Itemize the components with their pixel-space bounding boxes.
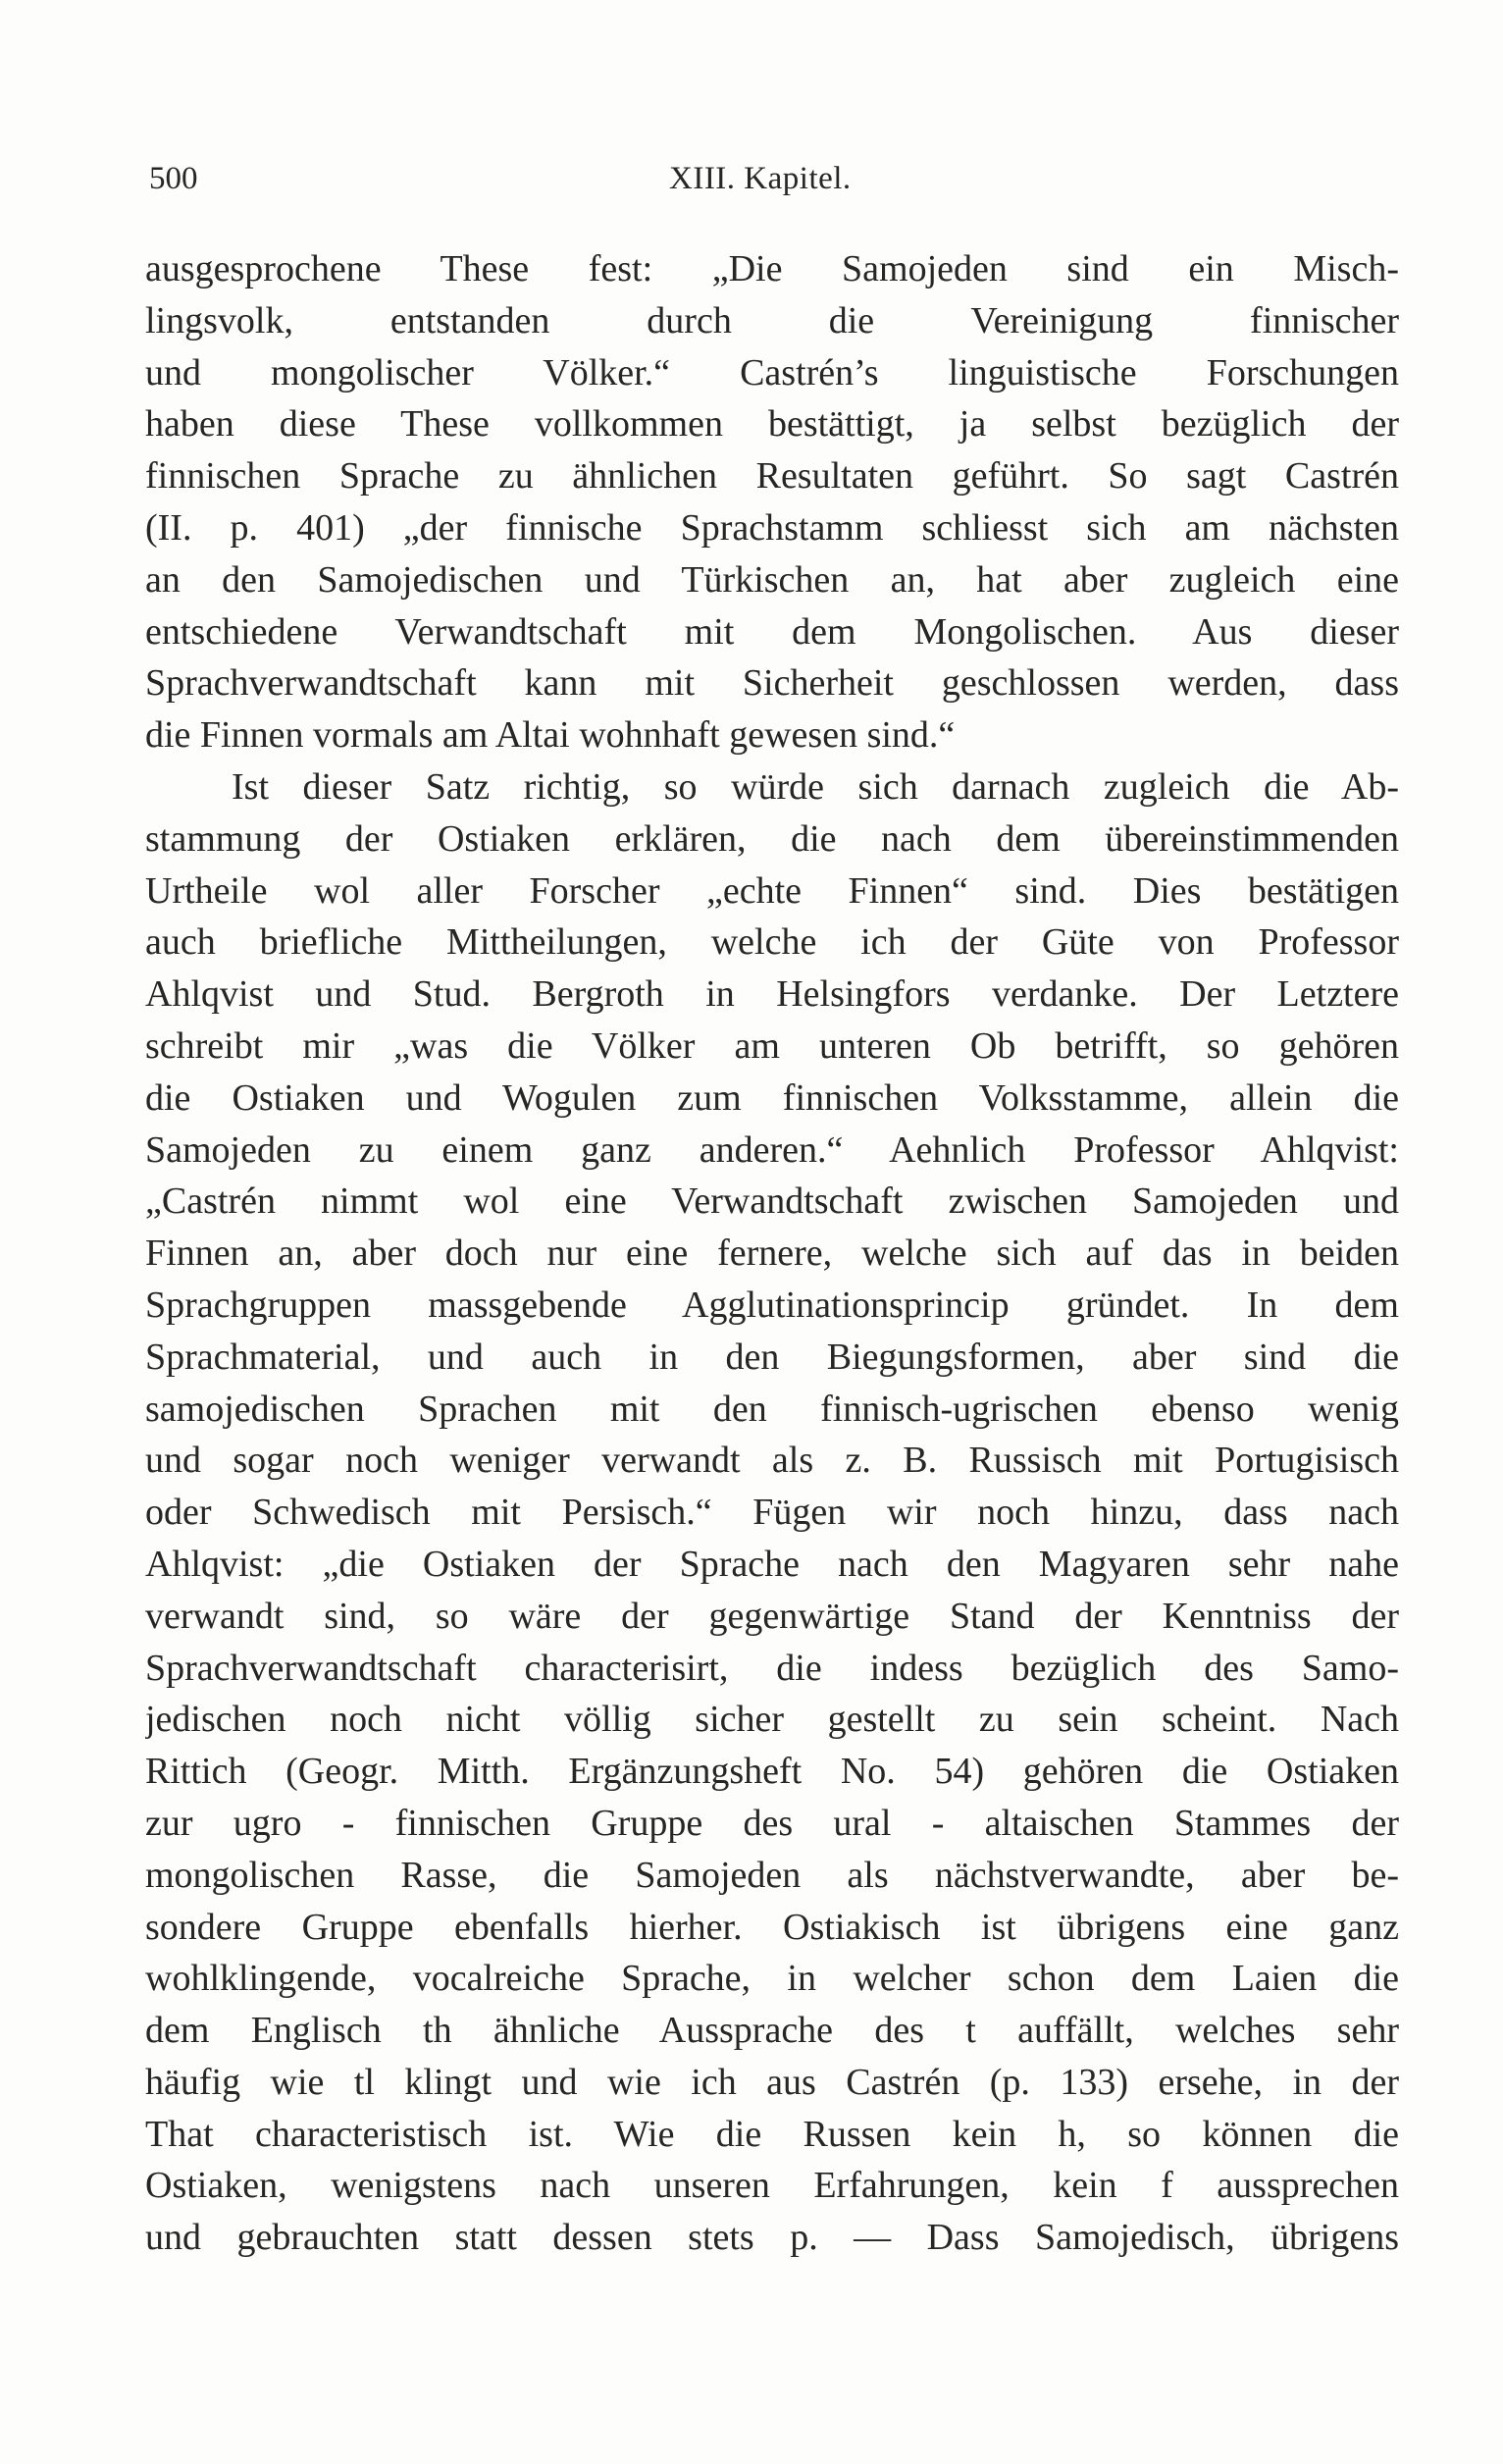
text-line: jedischen noch nicht völlig sicher gestellt zu sein scheint. Nach bbox=[145, 1699, 1399, 1741]
text-line: Sprachgruppen massgebende Agglutinationsprincip gründet. In dem bbox=[145, 1284, 1399, 1326]
text-line: Ostiaken, wenigstens nach unseren Erfahrungen, kein f aussprechen bbox=[145, 2165, 1399, 2207]
text-line: Ist dieser Satz richtig, so würde sich darnach zugleich die Ab- bbox=[232, 765, 1399, 808]
text-line: sondere Gruppe ebenfalls hierher. Ostiakisch ist übrigens eine ganz bbox=[145, 1906, 1399, 1948]
text-line: dem Englisch th ähnliche Aussprache des t auffällt, welches sehr bbox=[145, 2010, 1399, 2052]
text-line: mongolischen Rasse, die Samojeden als nächstverwandte, aber be- bbox=[145, 1854, 1399, 1896]
text-line: stammung der Ostiaken erklären, die nach dem übereinstimmenden bbox=[145, 817, 1399, 860]
text-line: Finnen an, aber doch nur eine fernere, welche sich auf das in beiden bbox=[145, 1232, 1399, 1275]
text-line: haben diese These vollkommen bestättigt, ja selbst bezüglich der bbox=[145, 403, 1399, 446]
text-line: und mongolischer Völker.“ Castrén’s linguistische Forschungen bbox=[145, 351, 1399, 393]
text-line: Sprachverwandtschaft kann mit Sicherheit geschlossen werden, dass bbox=[145, 662, 1399, 705]
text-line: auch briefliche Mittheilungen, welche ich der Güte von Professor bbox=[145, 921, 1399, 964]
page-number: 500 bbox=[149, 161, 198, 196]
text-line: „Castrén nimmt wol eine Verwandtschaft zwischen Samojeden und bbox=[145, 1180, 1399, 1223]
text-line: finnischen Sprache zu ähnlichen Resultaten geführt. So sagt Castrén bbox=[145, 455, 1399, 498]
text-line: entschiedene Verwandtschaft mit dem Mongolischen. Aus dieser bbox=[145, 610, 1399, 653]
text-line: Rittich (Geogr. Mitth. Ergänzungsheft No. 54) gehören die Ostiaken bbox=[145, 1751, 1399, 1793]
text-line: und gebrauchten statt dessen stets p. — Dass Samojedisch, übrigens bbox=[145, 2217, 1399, 2259]
text-line: die Finnen vormals am Altai wohnhaft gewesen sind.“ bbox=[145, 714, 956, 757]
text-line: die Ostiaken und Wogulen zum finnischen Volksstamme, allein die bbox=[145, 1076, 1399, 1119]
text-line: ausgesprochene These fest: „Die Samojeden sind ein Misch- bbox=[145, 248, 1399, 289]
chapter-title: XIII. Kapitel. bbox=[669, 161, 852, 196]
text-line: an den Samojedischen und Türkischen an, hat aber zugleich eine bbox=[145, 558, 1399, 601]
text-line: samojedischen Sprachen mit den finnisch-ugrischen ebenso wenig bbox=[145, 1388, 1399, 1430]
text-line: (II. p. 401) „der finnische Sprachstamm schliesst sich am nächsten bbox=[145, 506, 1399, 549]
body-text bbox=[145, 243, 1399, 2264]
text-line: zur ugro - finnischen Gruppe des ural - altaischen Stammes der bbox=[145, 1802, 1399, 1844]
text-line: oder Schwedisch mit Persisch.“ Fügen wir noch hinzu, dass nach bbox=[145, 1492, 1399, 1534]
text-line: Sprachmaterial, und auch in den Biegungsformen, aber sind die bbox=[145, 1336, 1399, 1378]
text-line: schreibt mir „was die Völker am unteren Ob betrifft, so gehören bbox=[145, 1024, 1399, 1067]
text-line: wohlklingende, vocalreiche Sprache, in welcher schon dem Laien die bbox=[145, 1958, 1399, 2000]
text-line: Urtheile wol aller Forscher „echte Finnen“ sind. Dies bestätigen bbox=[145, 869, 1399, 912]
text-line: That characteristisch ist. Wie die Russen kein h, so können die bbox=[145, 2113, 1399, 2155]
text-line: Samojeden zu einem ganz anderen.“ Aehnlich Professor Ahlqvist: bbox=[145, 1128, 1399, 1171]
text-line: häufig wie tl klingt und wie ich aus Castrén (p. 133) ersehe, in der bbox=[145, 2061, 1399, 2103]
text-line: und sogar noch weniger verwandt als z. B. Russisch mit Portugisisch bbox=[145, 1440, 1399, 1482]
text-line: Ahlqvist: „die Ostiaken der Sprache nach den Magyaren sehr nahe bbox=[145, 1543, 1399, 1585]
text-line: Ahlqvist und Stud. Bergroth in Helsingfors verdanke. Der Letztere bbox=[145, 973, 1399, 1016]
text-line: verwandt sind, so wäre der gegenwärtige Stand der Kenntniss der bbox=[145, 1595, 1399, 1637]
running-head bbox=[149, 157, 1399, 200]
text-line: lingsvolk, entstanden durch die Vereinigung finnischer bbox=[145, 299, 1399, 341]
text-line: Sprachverwandtschaft characterisirt, die indess bezüglich des Samo- bbox=[145, 1647, 1399, 1689]
